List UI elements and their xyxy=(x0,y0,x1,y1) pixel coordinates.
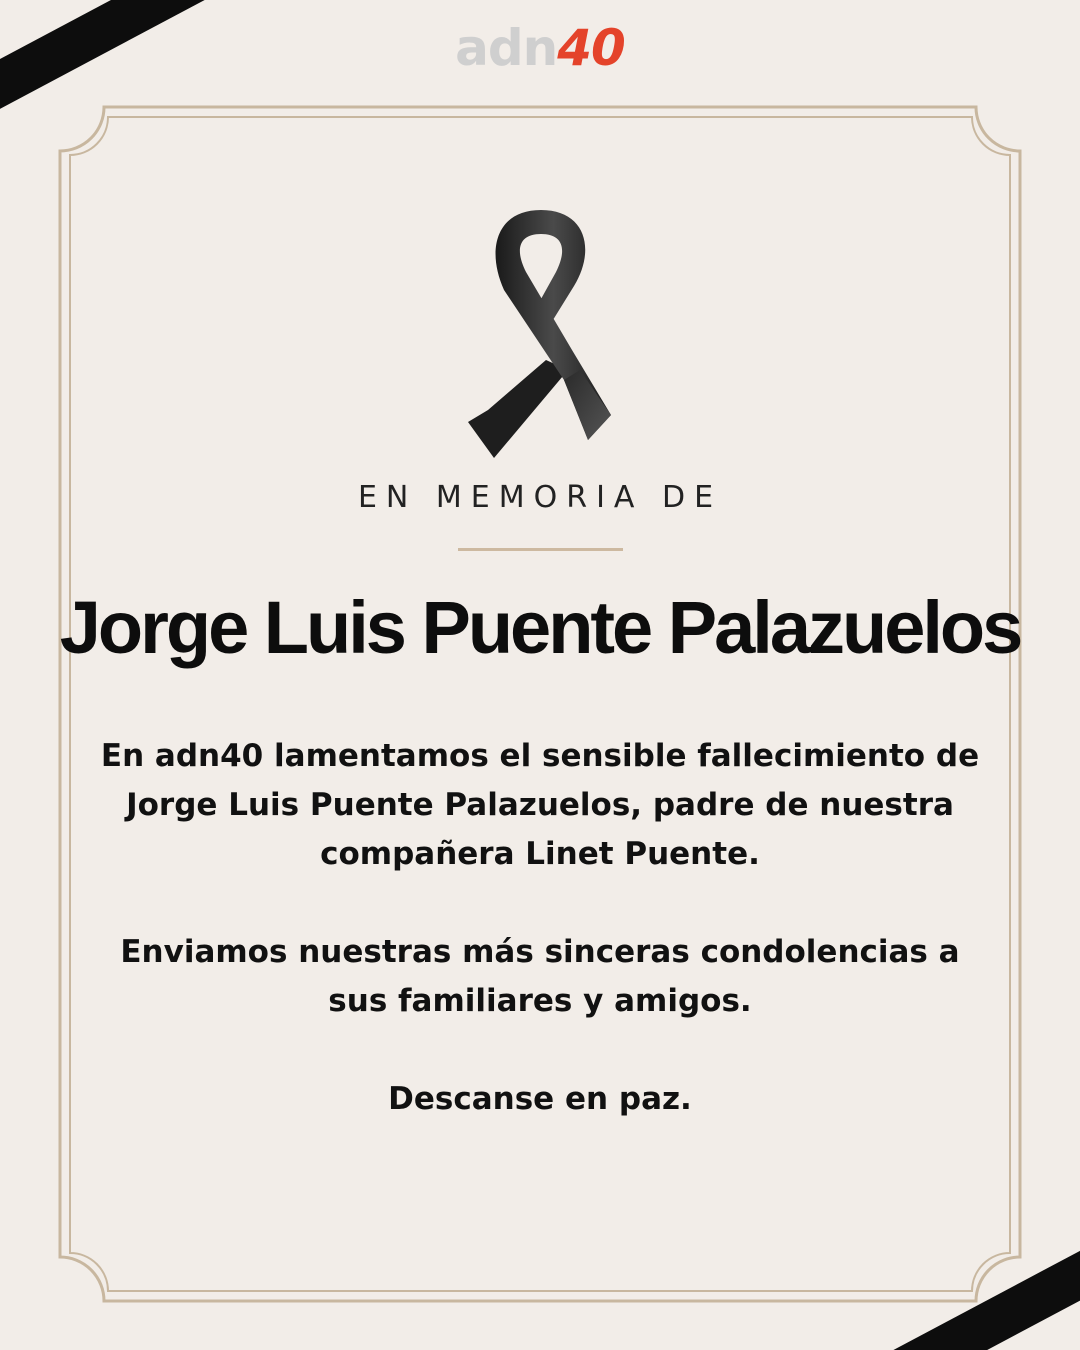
logo-number: 40 xyxy=(557,19,625,77)
mourning-ribbon-icon xyxy=(468,210,614,460)
condolence-paragraph-3: Descanse en paz. xyxy=(388,1081,692,1117)
memorial-heading: EN MEMORIA DE xyxy=(357,480,723,515)
condolence-paragraph-2: Enviamos nuestras más sinceras condolencias a sus familiares y amigos. xyxy=(120,934,960,1019)
condolence-paragraph-1: En adn40 lamentamos el sensible fallecimiento de Jorge Luis Puente Palazuelos, padre de nuestra compañera Linet Puente. xyxy=(100,738,980,872)
logo-word: adn xyxy=(455,19,558,77)
heading-divider xyxy=(458,548,623,551)
deceased-name: Jorge Luis Puente Palazuelos xyxy=(59,586,1021,669)
